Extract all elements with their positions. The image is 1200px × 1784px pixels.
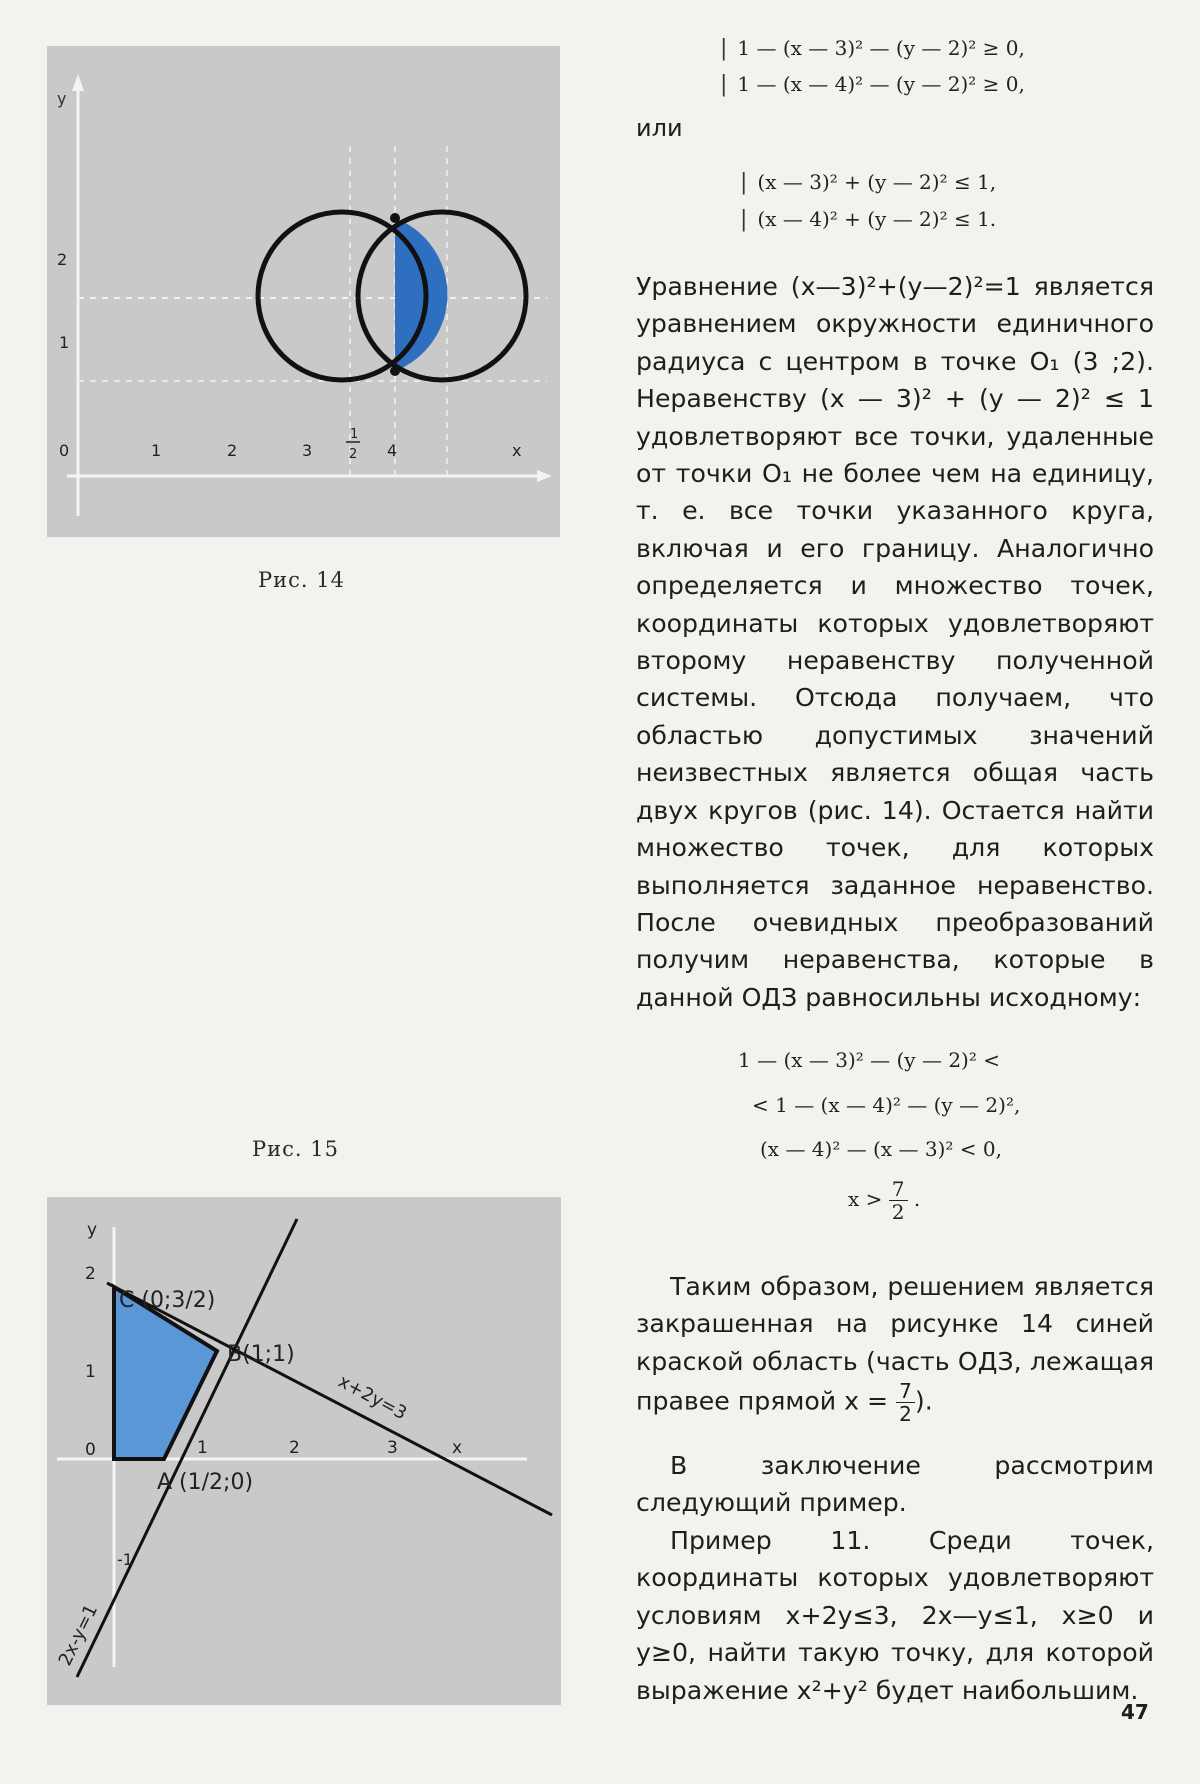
y-tick-1: 1 <box>59 333 70 352</box>
y-axis-arrow <box>72 74 84 91</box>
y-axis-label: y <box>87 1220 98 1240</box>
x-tick-half-den: 2 <box>349 447 358 462</box>
figure-15-caption: Рис. 15 <box>252 1137 339 1161</box>
system2-line1: | (x — 3)² + (y — 2)² ≤ 1, <box>740 170 997 195</box>
label-line-2: 2x-y=1 <box>54 1601 103 1670</box>
paragraph-3: В заключение рассмотрим следующий пример. <box>636 1451 1154 1518</box>
x-axis-arrow <box>537 470 552 482</box>
y-tick-1: 1 <box>85 1362 96 1382</box>
x-tick-3: 3 <box>302 441 313 460</box>
paragraph-2: Таким образом, решением является закрашенная на рисунке 14 синей краской область (часть ОДЗ, лежащая правее прямой x = $\frac{7}{2}$ ). <box>636 1272 1154 1427</box>
figure-14-plot <box>47 46 560 537</box>
x-tick-1: 1 <box>151 441 162 460</box>
x-tick-half-num: 1 <box>350 427 359 442</box>
label-point-b: B(1;1) <box>227 1342 295 1367</box>
system1-line1: | 1 — (x — 3)² — (y — 2)² ≥ 0, <box>720 36 1025 61</box>
figure-14-caption: Рис. 14 <box>258 568 345 592</box>
intersection-top <box>390 213 400 223</box>
y-tick-2: 2 <box>57 250 68 269</box>
label-point-a: A (1/2;0) <box>157 1470 254 1495</box>
figure-15 <box>47 1197 561 1705</box>
system1-line2: | 1 — (x — 4)² — (y — 2)² ≥ 0, <box>720 72 1025 97</box>
y-tick-2: 2 <box>85 1264 96 1284</box>
intersection-bottom <box>390 366 400 376</box>
x-tick-3: 3 <box>387 1438 398 1458</box>
inequality-3: (x — 4)² — (x — 3)² < 0, <box>760 1137 1002 1161</box>
page-number: 47 <box>1121 1700 1149 1724</box>
x-tick-2: 2 <box>289 1438 300 1458</box>
x-tick-4: 4 <box>387 441 398 460</box>
x-tick-0: 0 <box>59 441 70 460</box>
x-tick-1: 1 <box>197 1438 208 1458</box>
y-tick-minus-1: -1 <box>117 1550 133 1569</box>
figure-15-plot <box>47 1197 561 1705</box>
x-axis-label: x <box>512 441 522 460</box>
label-point-c: C (0;3/2) <box>119 1288 216 1313</box>
label-line-1: x+2y=3 <box>334 1370 411 1425</box>
figure-14 <box>47 46 560 537</box>
system2-line2: | (x — 4)² + (y — 2)² ≤ 1. <box>740 207 997 232</box>
inequality-2: < 1 — (x — 4)² — (y — 2)², <box>752 1093 1021 1117</box>
y-axis-label: y <box>57 89 67 108</box>
paragraph-4: Пример 11. Среди точек, координаты которых удовлетворяют условиям x+2y≤3, 2x—y≤1, x≥0 и y≥0, найти такую точку, для которой выражение x²+y² будет наибольшим. <box>636 1526 1154 1705</box>
x-tick-2: 2 <box>227 441 238 460</box>
paragraph-1: Уравнение (x—3)²+(y—2)²=1 является уравнением окружности единичного радиуса с центром в точке O₁ (3 ;2). Неравенству (x — 3)² + (y — 2)² ≤ 1 удовлетворяют все точки, удаленные от точки O₁ не более чем на единицу, т. е. все точки указанного круга, включая и его границу. Аналогично определяется и множество точек, координаты которых удовлетворяют второму неравенству полученной системы. Отсюда получаем, что областью допустимых значений неизвестных является общая часть двух кругов (рис. 14). Остается найти множество точек, для которых выполняется заданное неравенство. После очевидных преобразований получим неравенства, которые в данной ОДЗ равносильны исходному: <box>636 272 1154 1012</box>
or-word: или <box>636 114 683 142</box>
x-tick-0: 0 <box>85 1440 96 1460</box>
inequality-1: 1 — (x — 3)² — (y — 2)² < <box>738 1048 1000 1072</box>
x-axis-label: x <box>452 1438 463 1458</box>
inequality-4: x > $\frac{7}{2}$ . <box>848 1177 921 1224</box>
